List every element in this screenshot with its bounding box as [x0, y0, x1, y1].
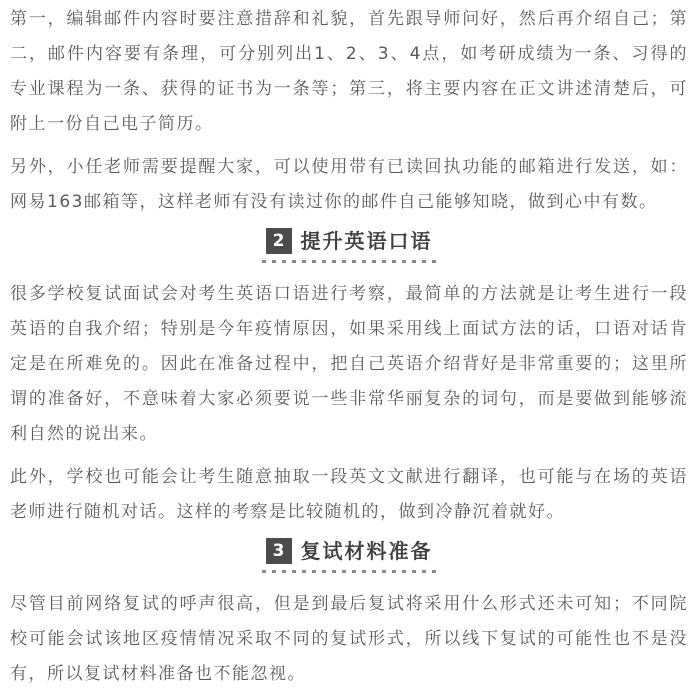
section-paragraph: 很多学校复试面试会对考生英语口语进行考察，最简单的方法就是让考生进行一段英语的自我介绍；特别是今年疫情原因，如果采用线上面试方法的话，口语对话肯定是在所难免的。因此在准备过程中，把自己英语介绍背好是非常重要的；这里所谓的准备好，不意味着大家必须要说一些非常华丽复杂的词句，而是要做到能够流利自然的说出来。	[10, 284, 688, 444]
section-divider-dashes	[262, 260, 436, 263]
section-header-materials-prep	[10, 538, 688, 564]
section-title: 复试材料准备	[300, 539, 433, 563]
intro-paragraph-2: 另外，小任老师需要提醒大家，可以使用带有已读回执功能的邮箱进行发送，如：网易163邮箱等，这样老师有没有读过你的邮件自己能够知晓，做到心中有数。	[10, 157, 688, 212]
section-number-badge: 3	[266, 538, 292, 564]
section-header-english-speaking	[10, 228, 688, 254]
section-paragraph: 尽管目前网络复试的呼声很高，但是到最后复试将采用什么形式还未可知；不同院校可能会试该地区疫情情况采取不同的复试形式，所以线下复试的可能性也不是没有，所以复试材料准备也不能忽视。	[10, 594, 688, 684]
section-divider-dashes	[262, 570, 436, 573]
section-number-badge: 2	[266, 228, 292, 254]
section-title: 提升英语口语	[300, 229, 433, 253]
intro-paragraph-1: 第一，编辑邮件内容时要注意措辞和礼貌，首先跟导师问好，然后再介绍自己；第二，邮件内容要有条理，可分别列出1、2、3、4点，如考研成绩为一条、习得的专业课程为一条、获得的证书为一条等；第三，将主要内容在正文讲述清楚后，可附上一份自己电子简历。	[10, 9, 688, 134]
section-paragraph: 此外，学校也可能会让考生随意抽取一段英文文献进行翻译，也可能与在场的英语老师进行随机对话。这样的考察是比较随机的，做到冷静沉着就好。	[10, 467, 688, 522]
